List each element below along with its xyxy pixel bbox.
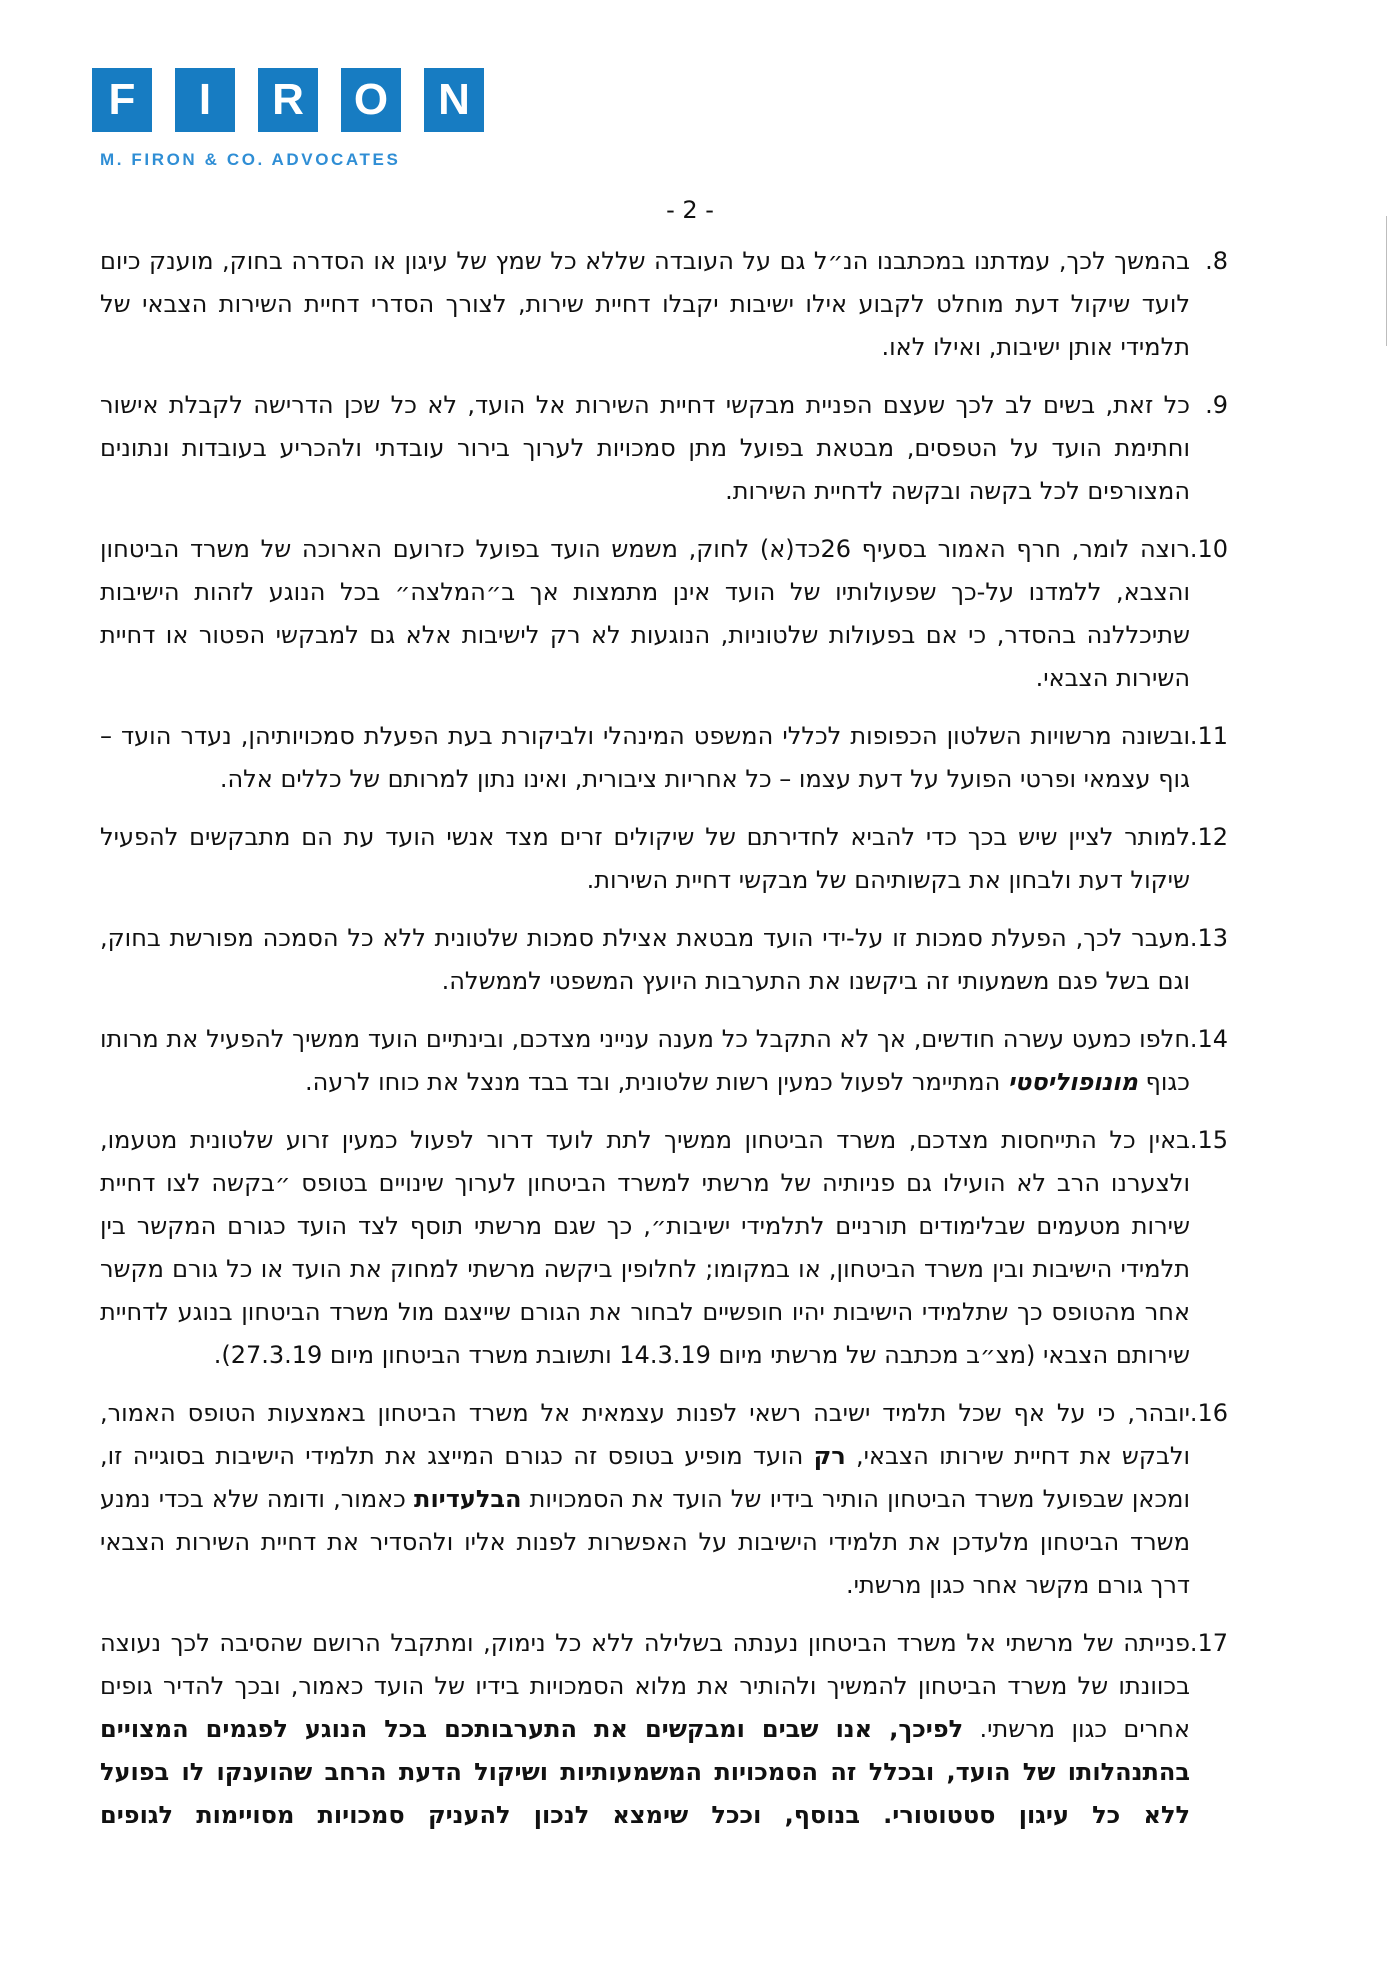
page-number: - 2 - — [666, 196, 714, 224]
text-run: פנייתה של מרשתי אל משרד הביטחון נענתה בשלילה ללא כל נימוק, ומתקבל הרושם שהסיבה לכך נעוצה בכוונתו של משרד הביטחון להמשיך ולהותיר את מלוא הסמכויות בידיו של הועד כאמור, ובכך להדיר גופים אחרים כגון מרשתי. — [100, 1629, 1190, 1743]
paragraph-text — [100, 1018, 1190, 1104]
paragraph-number: 10. — [1189, 535, 1228, 563]
text-run: חלפו כמעט עשרה חודשים, אך לא התקבל כל מענה ענייני מצדכם, ובינתיים הועד ממשיך להפעיל את מרותו כגוף — [100, 1025, 1190, 1096]
logo-tagline: M. FIRON & CO. ADVOCATES — [100, 150, 401, 169]
letter-body — [100, 240, 1228, 1852]
scan-artifact-line — [1386, 216, 1387, 346]
text-run: כאמור, ודומה שלא בכדי נמנע משרד הביטחון מלעדכן את תלמידי הישיבות על האפשרות לפנות אליו ולהסדיר את דחיית השירות הצבאי דרך גורם מקשר אחר כגון מרשתי. — [100, 1485, 1190, 1599]
logo-letter-square: F — [92, 68, 152, 132]
paragraph-number: 9. — [1205, 391, 1228, 419]
paragraph-text — [100, 528, 1190, 700]
paragraph-number: 13. — [1189, 924, 1228, 952]
paragraph — [100, 528, 1228, 700]
paragraph-number: 17. — [1189, 1629, 1228, 1657]
logo-letter-square: R — [258, 68, 318, 132]
paragraph-number: 14. — [1189, 1025, 1228, 1053]
text-run: הועד מופיע בטופס זה כגורם המייצג את תלמידי הישיבות בסוגייה זו, ומכאן שבפועל משרד הביטחון הותיר בידיו של הועד את הסמכויות — [100, 1442, 1191, 1513]
logo-letter-square: O — [341, 68, 401, 132]
paragraph — [100, 1018, 1228, 1104]
paragraph-text — [100, 715, 1190, 801]
paragraph — [100, 917, 1228, 1003]
firon-logo — [92, 68, 484, 132]
text-run: כל זאת, בשים לב לכך שעצם הפניית מבקשי דחיית השירות אל הועד, לא כל שכן הדרישה לקבלת אישור וחתימת הועד על הטפסים, מבטאת בפועל מתן סמכויות לערוך בירור עובדתי ולהכריע בעובדות ונתונים המצורפים לכל בקשה ובקשה לדחיית השירות. — [100, 391, 1190, 505]
paragraph — [100, 816, 1228, 902]
paragraph-number: 16. — [1189, 1399, 1228, 1427]
paragraph-number: 8. — [1205, 247, 1228, 275]
text-run: רוצה לומר, חרף האמור בסעיף 26כד(א) לחוק, משמש הועד בפועל כזרועם הארוכה של משרד הביטחון והצבא, ללמדנו על-כך שפעולותיו של הועד אינן מתמצות אך ב״המלצה״ בכל הנוגע לזהות הישיבות שתיכללנה בהסדר, כי אם בפעולות שלטוניות, הנוגעות לא רק לישיבות אלא גם למבקשי הפטור או דחיית השירות הצבאי. — [100, 535, 1191, 692]
paragraph-text — [100, 816, 1190, 902]
logo-letter-square: N — [424, 68, 484, 132]
paragraph-text — [100, 384, 1190, 513]
paragraph — [100, 715, 1228, 801]
paragraph-number: 12. — [1189, 823, 1228, 851]
paragraph-number: 11. — [1189, 722, 1228, 750]
text-run: למותר לציין שיש בכך כדי להביא לחדירתם של שיקולים זרים מצד אנשי הועד עת הם מתבקשים להפעיל שיקול דעת ולבחון את בקשותיהם של מבקשי דחיית השירות. — [100, 823, 1190, 894]
text-run: באין כל התייחסות מצדכם, משרד הביטחון ממשיך לתת לועד דרור לפעול כמעין זרוע שלטונית מטעמו, ולצערנו הרב לא הועילו גם פניותיה של מרשתי למשרד הביטחון לערוך שינויים בטופס ״בקשה לצו דחיית שירות מטעמים שבלימודים תורניים לתלמידי ישיבות״, כך שגם מרשתי תוסף לצד הועד כגורם המקשר בין תלמידי הישיבות ובין משרד הביטחון, או במקומו; לחלופין ביקשה מרשתי למחוק את הועד או כל גורם מקשר אחר מהטופס כך שתלמידי הישיבות יהיו חופשיים לבחור את הגורם שייצגם מול משרד הביטחון בנוגע לדחיית שירותם הצבאי (מצ״ב מכתבה של מרשתי מיום 14.3.19 ותשובת משרד הביטחון מיום 27.3.19). — [100, 1126, 1190, 1369]
logo-letter-square: I — [175, 68, 235, 132]
paragraph-text — [100, 1392, 1190, 1607]
paragraph-text — [100, 1622, 1190, 1837]
paragraph — [100, 1392, 1228, 1607]
text-run: מעבר לכך, הפעלת סמכות זו על-ידי הועד מבטאת אצילת סמכות שלטונית ללא כל הסמכה מפורשת בחוק, וגם בשל פגם משמעותי זה ביקשנו את התערבות היועץ המשפטי לממשלה. — [100, 924, 1190, 995]
paragraph-number: 15. — [1189, 1126, 1228, 1154]
text-run: רק — [813, 1442, 846, 1470]
text-run: יובהר, כי על אף שכל תלמיד ישיבה רשאי לפנות עצמאית אל משרד הביטחון באמצעות הטופס האמור, ולבקש את דחיית שירותו הצבאי, — [100, 1399, 1190, 1470]
paragraph — [100, 1119, 1228, 1377]
text-run: המתיימר לפעול כמעין רשות שלטונית, ובד בבד מנצל את כוחו לרעה. — [304, 1068, 1008, 1096]
text-run: הבלעדיות — [414, 1485, 522, 1513]
paragraph — [100, 1622, 1228, 1837]
text-run: ובשונה מרשויות השלטון הכפופות לכללי המשפט המינהלי ולביקורת בעת הפעלת סמכויותיהן, נעדר הועד – גוף עצמאי ופרטי הפועל על דעת עצמו – כל אחריות ציבורית, ואינו נתון למרותם של כללים אלה. — [100, 722, 1190, 793]
paragraph — [100, 384, 1228, 513]
text-run: לפיכך, אנו שבים ומבקשים את התערבותכם בכל הנוגע לפגמים המצויים בהתנהלותו של הועד, ובכלל זה הסמכויות המשמעותיות ושיקול הדעת הרחב שהוענקו לו בפועל ללא כל עיגון סטטוטורי. בנוסף, וככל שימצא לנכון להעניק סמכויות מסויימות לגופים — [100, 1715, 1190, 1829]
paragraph — [100, 240, 1228, 369]
text-run: מונופוליסטי — [1007, 1068, 1138, 1096]
paragraph-text — [100, 240, 1190, 369]
paragraph-text — [100, 917, 1190, 1003]
text-run: בהמשך לכך, עמדתנו במכתבנו הנ״ל גם על העובדה שללא כל שמץ של עיגון או הסדרה בחוק, מוענק כיום לועד שיקול דעת מוחלט לקבוע אילו ישיבות יקבלו דחיית שירות, לצורך הסדרי דחיית השירות הצבאי של תלמידי אותן ישיבות, ואילו לאו. — [100, 247, 1190, 361]
paragraph-text — [100, 1119, 1190, 1377]
